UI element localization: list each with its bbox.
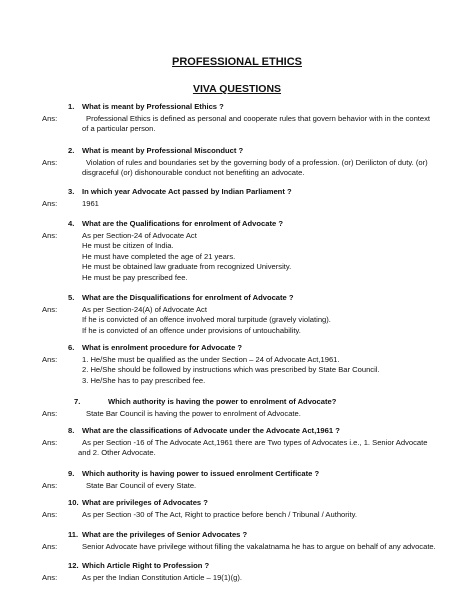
question-number: 7. bbox=[74, 397, 81, 406]
question-text: Which Article Right to Profession ? bbox=[82, 561, 210, 570]
answer-line: He must be citizen of India. bbox=[82, 241, 174, 251]
question-number: 9. bbox=[68, 469, 75, 478]
question-number: 3. bbox=[68, 187, 75, 196]
question-text: Which authority is having the power to enrolment of Advocate? bbox=[108, 397, 337, 406]
question-number: 6. bbox=[68, 343, 75, 352]
answer-line: 3. He/She has to pay prescribed fee. bbox=[82, 375, 206, 385]
answer-9 bbox=[86, 481, 440, 491]
answer-2 bbox=[82, 158, 440, 179]
question-number: 4. bbox=[68, 219, 75, 228]
answer-line: As per Section -16 of The Advocate Act,1961 there are Two types of Advocates i.e., 1. Senior Advocate bbox=[82, 438, 428, 447]
answer-line: He must be obtained law graduate from recognized University. bbox=[82, 262, 292, 272]
question-1 bbox=[68, 102, 444, 112]
question-text: What are the classifications of Advocate under the Advocate Act,1961 ? bbox=[82, 426, 340, 435]
question-number: 12. bbox=[68, 561, 79, 570]
question-8 bbox=[68, 426, 444, 436]
answer-line: If he is convicted of an offence under provisions of untouchability. bbox=[82, 325, 301, 335]
answer-line: 2. He/She should be followed by instructions which was prescribed by State Bar Council. bbox=[82, 365, 380, 375]
answer-line: As per Section -30 of The Act, Right to practice before bench / Tribunal / Authority. bbox=[82, 510, 357, 519]
answer-label: Ans: bbox=[42, 510, 58, 519]
answer-line: Professional Ethics is defined as personal and cooperate rules that govern behavior with in the context bbox=[86, 114, 431, 123]
question-text: What are the Disqualifications for enrolment of Advocate ? bbox=[82, 293, 294, 302]
page-title: PROFESSIONAL ETHICS bbox=[172, 56, 302, 68]
answer-7 bbox=[86, 409, 440, 419]
question-number: 11. bbox=[68, 530, 79, 539]
question-text: What are the privileges of Senior Advocates ? bbox=[82, 530, 248, 539]
question-3 bbox=[68, 187, 444, 197]
answer-line: As per Section-24(A) of Advocate Act bbox=[82, 305, 207, 314]
question-number: 1. bbox=[68, 102, 75, 111]
question-number: 8. bbox=[68, 426, 75, 435]
answer-label: Ans: bbox=[42, 305, 58, 314]
answer-line: of a particular person. bbox=[82, 124, 156, 134]
answer-line: Senior Advocate have privilege without filling the vakalatnama he has to argue on behalf of any advocate. bbox=[82, 542, 436, 551]
question-text: What are privileges of Advocates ? bbox=[82, 498, 208, 507]
answer-line: As per the Indian Constitution Article – 19(1)(g). bbox=[82, 573, 242, 582]
question-text: What is enrolment procedure for Advocate ? bbox=[82, 343, 243, 352]
question-number: 5. bbox=[68, 293, 75, 302]
answer-6 bbox=[82, 355, 440, 386]
answer-label: Ans: bbox=[42, 114, 58, 123]
answer-8 bbox=[78, 438, 440, 459]
answer-line: Violation of rules and boundaries set by the governing body of a profession. (or) Derilicton of duty. (or) bbox=[86, 158, 428, 167]
answer-4 bbox=[82, 231, 440, 283]
answer-label: Ans: bbox=[42, 231, 58, 240]
question-9 bbox=[68, 469, 444, 479]
answer-10 bbox=[82, 510, 440, 520]
answer-5 bbox=[82, 305, 440, 336]
answer-label: Ans: bbox=[42, 355, 58, 364]
answer-line: 1961 bbox=[82, 199, 99, 208]
question-10 bbox=[68, 498, 444, 508]
answer-label: Ans: bbox=[42, 438, 58, 447]
answer-1 bbox=[82, 114, 440, 135]
answer-label: Ans: bbox=[42, 542, 58, 551]
question-text: Which authority is having power to issued enrolment Certificate ? bbox=[82, 469, 320, 478]
question-text: What is meant by Professional Misconduct ? bbox=[82, 146, 244, 155]
question-5 bbox=[68, 293, 444, 303]
answer-line: disgraceful (or) dishonourable conduct not benefiting an advocate. bbox=[82, 168, 305, 178]
question-2 bbox=[68, 146, 444, 156]
question-text: What is meant by Professional Ethics ? bbox=[82, 102, 224, 111]
question-number: 10. bbox=[68, 498, 79, 507]
answer-line: State Bar Council is having the power to enrolment of Advocate. bbox=[86, 409, 301, 418]
question-6 bbox=[68, 343, 444, 353]
answer-label: Ans: bbox=[42, 573, 58, 582]
answer-label: Ans: bbox=[42, 199, 58, 208]
question-7 bbox=[74, 397, 444, 407]
question-text: What are the Qualifications for enrolment of Advocate ? bbox=[82, 219, 283, 228]
answer-11 bbox=[82, 542, 440, 552]
answer-line: He must be pay prescribed fee. bbox=[82, 272, 188, 282]
question-11 bbox=[68, 530, 444, 540]
answer-line: State Bar Council of every State. bbox=[86, 481, 197, 490]
answer-line: He must have completed the age of 21 years. bbox=[82, 251, 236, 261]
answer-label: Ans: bbox=[42, 481, 58, 490]
question-4 bbox=[68, 219, 444, 229]
answer-line: and 2. Other Advocate. bbox=[78, 448, 156, 458]
answer-line: If he is convicted of an offence involved moral turpitude (gravely violating). bbox=[82, 315, 331, 325]
question-12 bbox=[68, 561, 444, 571]
answer-label: Ans: bbox=[42, 409, 58, 418]
answer-line: 1. He/She must be qualified as the under Section – 24 of Advocate Act,1961. bbox=[82, 355, 340, 364]
answer-3 bbox=[82, 199, 440, 209]
answer-label: Ans: bbox=[42, 158, 58, 167]
page-subtitle: VIVA QUESTIONS bbox=[192, 83, 282, 95]
question-text: In which year Advocate Act passed by Indian Parliament ? bbox=[82, 187, 292, 196]
answer-line: As per Section-24 of Advocate Act bbox=[82, 231, 197, 240]
answer-12 bbox=[82, 573, 440, 583]
question-number: 2. bbox=[68, 146, 75, 155]
